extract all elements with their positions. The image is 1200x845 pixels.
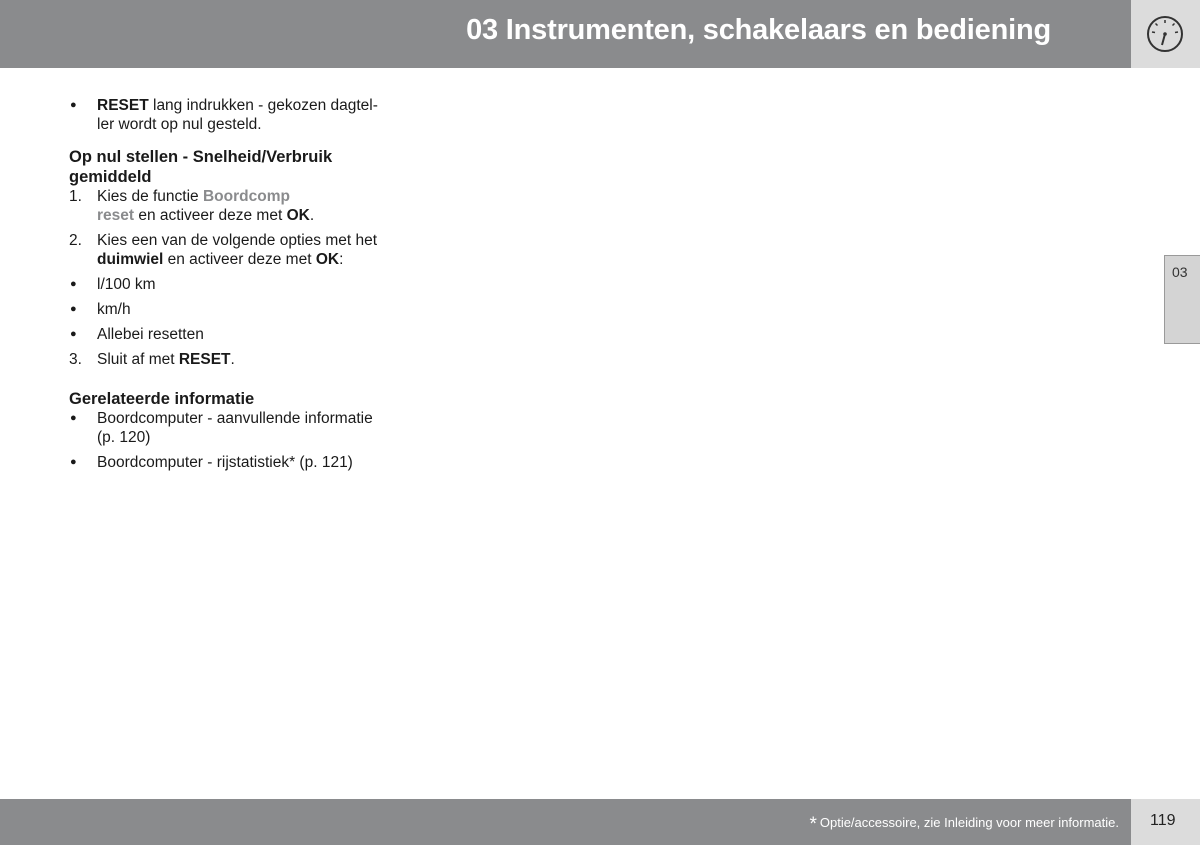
option-item: ● km/h bbox=[69, 300, 399, 319]
page-number-box bbox=[1131, 799, 1200, 845]
step-2: 2. Kies een van de volgende opties met het duimwiel en activeer deze met OK: bbox=[69, 232, 378, 268]
section-heading-reset-average: Op nul stellen - Snelheid/Verbruik gemiddeld bbox=[69, 148, 333, 186]
reset-instruction: ● RESET lang indrukken - gekozen dagtel- ler wordt op nul gesteld. bbox=[69, 96, 399, 134]
reset-link: reset bbox=[97, 207, 135, 224]
main-content bbox=[69, 96, 399, 472]
option-item: ● l/100 km bbox=[69, 275, 399, 294]
header-bar bbox=[0, 0, 1131, 68]
option-item: ● Allebei resetten bbox=[69, 325, 399, 344]
chapter-side-tab[interactable] bbox=[1164, 255, 1200, 344]
page-number: 119 bbox=[1150, 812, 1176, 829]
step-3: 3. Sluit af met RESET. bbox=[69, 351, 235, 368]
chapter-title: 03 Instrumenten, schakelaars en bediening bbox=[466, 14, 1051, 46]
related-link[interactable]: ● Boordcomputer - aanvullende informatie (p. 120) bbox=[69, 409, 399, 447]
chapter-icon-box bbox=[1131, 0, 1200, 68]
footer-bar bbox=[0, 799, 1131, 845]
step-1: 1. Kies de functie Boordcomp reset en activeer deze met OK. bbox=[69, 188, 315, 224]
boordcomp-link: Boordcomp bbox=[202, 188, 290, 205]
footnote: * Optie/accessoire, zie Inleiding voor meer informatie. bbox=[809, 814, 1119, 835]
related-link[interactable]: ● Boordcomputer - rijstatistiek* (p. 121) bbox=[69, 453, 399, 472]
related-info-heading: Gerelateerde informatie bbox=[69, 390, 255, 408]
gauge-icon bbox=[1145, 14, 1185, 54]
chapter-tab-label: 03 bbox=[1172, 264, 1188, 280]
